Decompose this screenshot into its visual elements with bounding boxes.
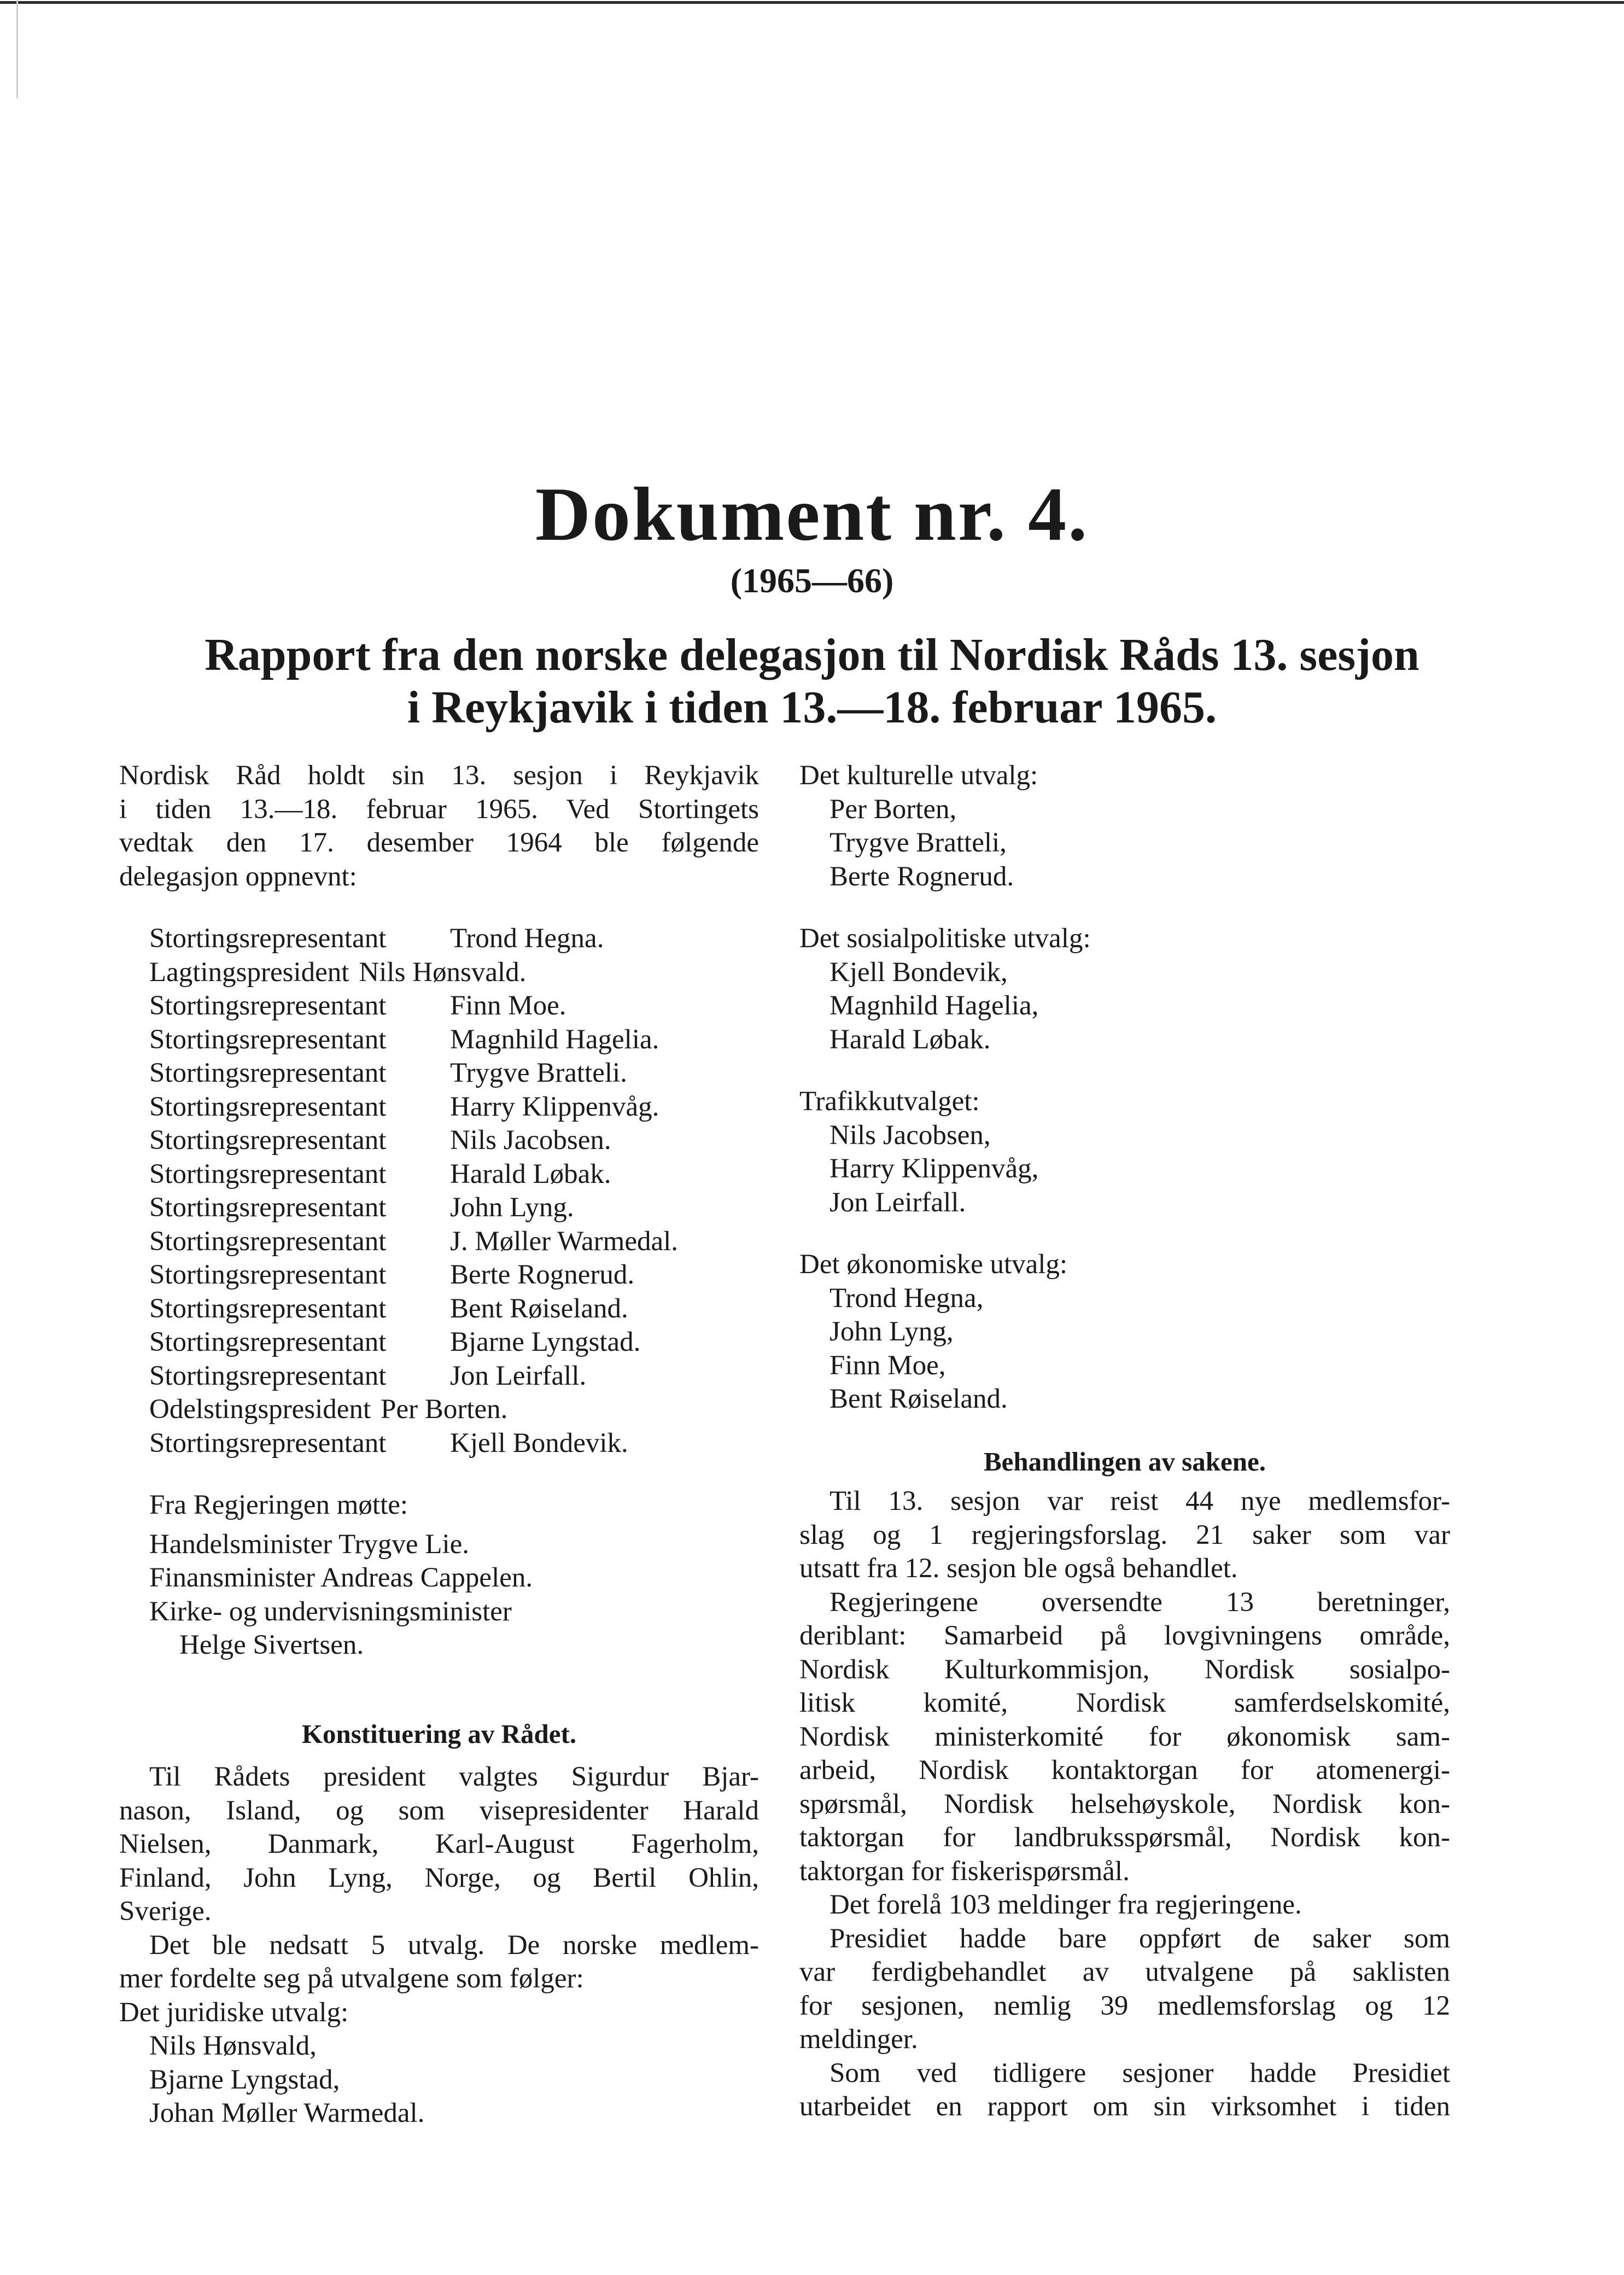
delegation-row bbox=[149, 989, 759, 1023]
paragraph bbox=[799, 1888, 1450, 1922]
member-title: Odelstingspresident bbox=[149, 1394, 371, 1425]
member-name: Bjarne Lyngstad. bbox=[450, 1327, 641, 1357]
delegation-row bbox=[149, 1258, 759, 1292]
committee-block bbox=[799, 759, 1450, 894]
member-line: Bjarne Lyngstad, bbox=[149, 2064, 340, 2095]
text-line: Sverige. bbox=[119, 1896, 212, 1927]
delegation-row bbox=[149, 1225, 759, 1259]
member-name: Trond Hegna. bbox=[450, 923, 604, 954]
text-line: utsatt fra 12. sesjon ble også behandlet. bbox=[799, 1553, 1238, 1584]
member-name: Trygve Bratteli. bbox=[450, 1058, 627, 1088]
member-name: Harry Klippenvåg. bbox=[450, 1091, 659, 1122]
minister-line: Finansminister Andreas Cappelen. bbox=[149, 1562, 533, 1593]
heading-line: Rapport fra den norske delegasjon til Nordisk Råds 13. sesjon bbox=[205, 629, 1419, 680]
member-name: Kjell Bondevik. bbox=[450, 1427, 628, 1459]
member-title: Stortingsrepresentant bbox=[149, 1293, 387, 1324]
committee-label: Det sosialpolitiske utvalg: bbox=[799, 923, 1091, 954]
member-line: Harry Klippenvåg, bbox=[829, 1153, 1039, 1184]
delegation-row bbox=[149, 1124, 759, 1158]
member-line: Nils Jacobsen, bbox=[829, 1119, 991, 1151]
paragraph bbox=[799, 2057, 1450, 2124]
text-line: arbeid, Nordisk kontaktorgan for atomenergi- bbox=[799, 1755, 1450, 1786]
text-line: taktorgan for fiskerispørsmål. bbox=[799, 1856, 1130, 1887]
member-line: Harald Løbak. bbox=[829, 1024, 991, 1055]
committee-label: Trafikkutvalget: bbox=[799, 1086, 980, 1117]
paragraph bbox=[799, 1485, 1450, 1586]
committee-label: Det juridiske utvalg: bbox=[119, 1997, 349, 2028]
text-line: utarbeidet en rapport om sin virksomhet i tiden bbox=[799, 2091, 1450, 2122]
document-period: (1965—66) bbox=[730, 561, 894, 600]
member-line: Berte Rognerud. bbox=[829, 861, 1014, 892]
text-line: var ferdigbehandlet av utvalgene på saklisten bbox=[799, 1957, 1450, 1987]
member-line: Kjell Bondevik, bbox=[829, 956, 1008, 988]
member-name: J. Møller Warmedal. bbox=[450, 1226, 679, 1257]
text-line: Nielsen, Danmark, Karl-August Fagerholm, bbox=[119, 1829, 759, 1859]
member-line: Trond Hegna, bbox=[829, 1282, 984, 1314]
member-name: Jon Leirfall. bbox=[450, 1360, 587, 1391]
president-paragraph bbox=[119, 1760, 759, 1929]
committee-paragraph bbox=[119, 1929, 759, 1996]
member-title: Stortingsrepresentant bbox=[149, 1427, 387, 1459]
text-line: meldinger. bbox=[799, 2024, 918, 2055]
committee-label: Det kulturelle utvalg: bbox=[799, 760, 1038, 791]
member-title: Stortingsrepresentant bbox=[149, 1360, 387, 1391]
text-line: mer fordelte seg på utvalgene som følger: bbox=[119, 1963, 584, 1994]
delegation-row bbox=[149, 1090, 759, 1124]
member-line: Magnhild Hagelia, bbox=[829, 990, 1039, 1021]
committee-block bbox=[799, 1085, 1450, 1220]
text-line: spørsmål, Nordisk helsehøyskole, Nordisk kon- bbox=[799, 1788, 1450, 1819]
member-name: Bent Røiseland. bbox=[450, 1293, 628, 1324]
text-line: Nordisk Kulturkommisjon, Nordisk sosialpo- bbox=[799, 1654, 1450, 1685]
member-title: Stortingsrepresentant bbox=[149, 1125, 387, 1156]
paragraph bbox=[799, 1922, 1450, 2057]
delegation-row bbox=[149, 956, 759, 990]
committee-block bbox=[799, 1248, 1450, 1416]
member-title: Stortingsrepresentant bbox=[149, 1259, 387, 1290]
text-line: i tiden 13.—18. februar 1965. Ved Stortingets bbox=[119, 794, 759, 825]
left-column bbox=[119, 759, 759, 2131]
text-line: Presidiet hadde bare oppført de saker som bbox=[829, 1923, 1450, 1954]
text-line: Det ble nedsatt 5 utvalg. De norske medlem- bbox=[149, 1929, 759, 1961]
committee-label: Det økonomiske utvalg: bbox=[799, 1249, 1068, 1280]
delegation-row bbox=[149, 922, 759, 956]
member-title: Stortingsrepresentant bbox=[149, 1327, 387, 1357]
government-list bbox=[119, 1528, 759, 1662]
text-line: Som ved tidligere sesjoner hadde Presidiet bbox=[829, 2057, 1450, 2089]
member-title: Stortingsrepresentant bbox=[149, 1226, 387, 1257]
minister-line: Helge Sivertsen. bbox=[179, 1630, 364, 1660]
minister-line: Kirke- og undervisningsminister bbox=[149, 1596, 512, 1627]
member-title: Stortingsrepresentant bbox=[149, 1192, 387, 1223]
delegation-row bbox=[149, 1057, 759, 1090]
delegation-row bbox=[149, 1427, 759, 1461]
text-line: Regjeringene oversendte 13 beretninger, bbox=[829, 1586, 1450, 1618]
committee-block bbox=[799, 922, 1450, 1057]
top-border-rule bbox=[0, 1, 1624, 4]
member-name: Berte Rognerud. bbox=[450, 1259, 635, 1290]
member-line: Trygve Bratteli, bbox=[829, 827, 1007, 858]
text-line: delegasjon oppnevnt: bbox=[119, 861, 357, 892]
text-line: vedtak den 17. desember 1964 ble følgende bbox=[119, 827, 759, 858]
paragraph bbox=[799, 1586, 1450, 1889]
member-title: Stortingsrepresentant bbox=[149, 990, 387, 1021]
document-heading bbox=[0, 629, 1624, 734]
member-title: Stortingsrepresentant bbox=[149, 1058, 387, 1088]
member-title: Stortingsrepresentant bbox=[149, 1091, 387, 1122]
member-name: Finn Moe. bbox=[450, 990, 566, 1021]
text-line: Til 13. sesjon var reist 44 nye medlemsfor- bbox=[829, 1486, 1450, 1516]
document-title: Dokument nr. 4. bbox=[535, 472, 1089, 557]
scan-edge-mark bbox=[16, 0, 18, 98]
intro-paragraph bbox=[119, 759, 759, 894]
section-heading: Behandlingen av sakene. bbox=[984, 1446, 1266, 1477]
text-line: Nordisk Råd holdt sin 13. sesjon i Reykjavik bbox=[119, 760, 759, 791]
member-title: Stortingsrepresentant bbox=[149, 923, 387, 954]
member-line: Johan Møller Warmedal. bbox=[149, 2098, 425, 2128]
committee-members bbox=[119, 2029, 759, 2131]
text-line: for sesjonen, nemlig 39 medlemsforslag og 12 bbox=[799, 1990, 1450, 2021]
member-title: Stortingsrepresentant bbox=[149, 1158, 387, 1189]
delegation-row bbox=[149, 1191, 759, 1225]
member-name: Nils Hønsvald. bbox=[359, 956, 527, 988]
text-line: Det forelå 103 meldinger fra regjeringene. bbox=[829, 1889, 1302, 1920]
member-line: Per Borten, bbox=[829, 794, 957, 825]
delegation-row bbox=[149, 1326, 759, 1360]
delegation-row bbox=[149, 1292, 759, 1326]
text-line: slag og 1 regjeringsforslag. 21 saker som var bbox=[799, 1519, 1450, 1550]
text-line: Finland, John Lyng, Norge, og Bertil Ohlin, bbox=[119, 1862, 759, 1893]
delegation-row bbox=[149, 1023, 759, 1057]
text-line: deriblant: Samarbeid på lovgivningens område, bbox=[799, 1620, 1450, 1651]
delegation-row bbox=[149, 1393, 759, 1427]
member-name: Nils Jacobsen. bbox=[450, 1125, 611, 1156]
section-heading: Konstituering av Rådet. bbox=[301, 1718, 577, 1749]
heading-line: i Reykjavik i tiden 13.—18. februar 1965. bbox=[407, 682, 1217, 733]
text-line: Til Rådets president valgtes Sigurdur Bjar- bbox=[149, 1761, 759, 1792]
right-column bbox=[799, 759, 1450, 2124]
member-line: Jon Leirfall. bbox=[829, 1187, 966, 1218]
member-line: John Lyng, bbox=[829, 1316, 954, 1347]
member-name: Per Borten. bbox=[381, 1394, 508, 1425]
member-line: Finn Moe, bbox=[829, 1350, 946, 1381]
delegation-row bbox=[149, 1360, 759, 1393]
member-line: Nils Hønsvald, bbox=[149, 2031, 317, 2061]
delegation-row bbox=[149, 1158, 759, 1192]
text-line: nason, Island, og som visepresidenter Harald bbox=[119, 1795, 759, 1826]
member-line: Bent Røiseland. bbox=[829, 1384, 1008, 1414]
member-name: Harald Løbak. bbox=[450, 1158, 611, 1189]
member-title: Stortingsrepresentant bbox=[149, 1024, 387, 1055]
delegation-list bbox=[119, 922, 759, 1460]
government-label: Fra Regjeringen møtte: bbox=[149, 1490, 408, 1520]
member-name: John Lyng. bbox=[450, 1192, 574, 1223]
minister-line: Handelsminister Trygve Lie. bbox=[149, 1529, 470, 1560]
text-line: taktorgan for landbruksspørsmål, Nordisk kon- bbox=[799, 1822, 1450, 1853]
member-title: Lagtingspresident bbox=[149, 956, 349, 988]
text-line: Nordisk ministerkomité for økonomisk sam- bbox=[799, 1721, 1450, 1752]
member-name: Magnhild Hagelia. bbox=[450, 1024, 659, 1055]
text-line: litisk komité, Nordisk samferdselskomité, bbox=[799, 1688, 1450, 1718]
